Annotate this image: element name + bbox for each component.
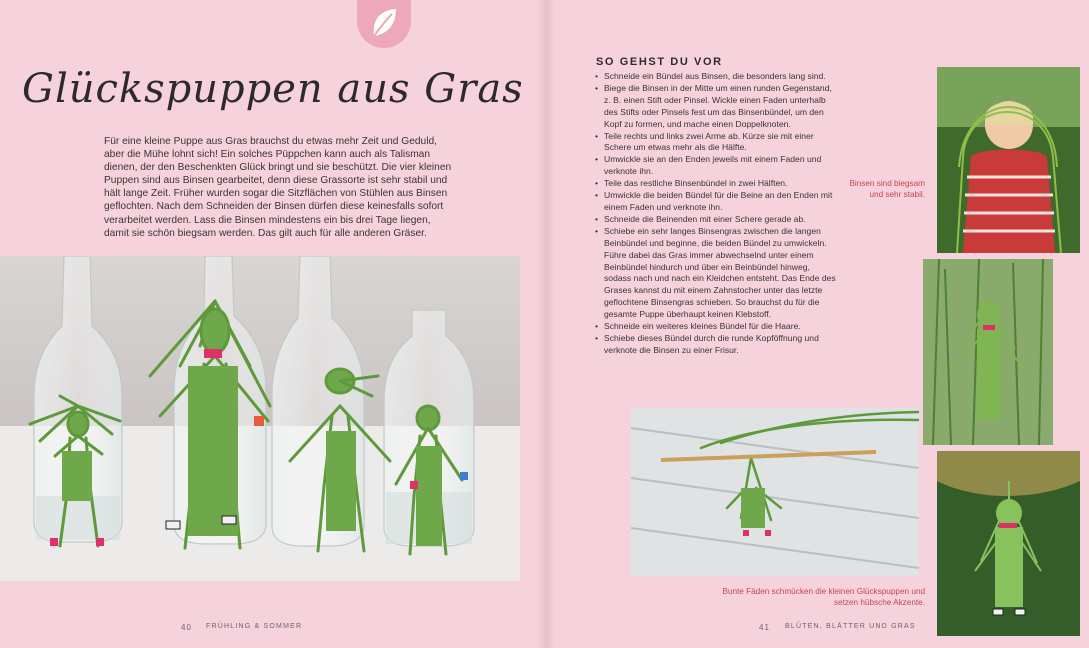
- caption-top: [820, 178, 925, 200]
- book-gutter: [536, 0, 556, 648]
- caption-top-line: und sehr stabil.: [869, 190, 925, 199]
- intro-paragraph: Für eine kleine Puppe aus Gras brauchst du etwas mehr Zeit und Geduld, aber die Mühe lohnt sich! Ein solches Püppchen kann auch als Talisman dienen, der den Beschenkten Glück bringt und sie beschützt. Die vier kleinen Puppen sind aus Binsen gearbeitet, denn diese Grassorte ist sehr stabil und hält lange Zeit. Früher wurden sogar die Sitzflächen von Stühlen aus Binsen geflochten. Nach dem Schneiden der Binsen dürfen diese keinesfalls sofort verarbeitet werden. Lass die Binsen mindestens ein bis drei Tage liegen, damit sie schön biegsam werden. Das gilt auch für alle anderen Gräser.: [104, 136, 452, 239]
- leaf-badge: [357, 0, 411, 48]
- step-item: • Schneide die Beinenden mit einer Schere gerade ab.: [604, 214, 836, 226]
- running-head-left: FRÜHLING & SOMMER: [206, 623, 303, 630]
- step-item: • Schneide ein Bündel aus Binsen, die besonders lang sind.: [604, 71, 836, 83]
- doll-on-wood-photo: [631, 408, 919, 576]
- caption-top-line: Binsen sind biegsam: [849, 179, 925, 188]
- doll-in-grass-photo: [923, 259, 1053, 445]
- running-head-right: BLÜTEN, BLÄTTER UND GRAS: [785, 623, 916, 630]
- step-item: • Biege die Binsen in der Mitte um einen runden Gegenstand, z. B. einen Stift oder Pinsel. Wickle einen Faden unterhalb des Stifts oder Pinsels fest um das Binsenbündel, um den Kopf zu formen, und mache einen Doppelknoten.: [604, 83, 836, 131]
- instructions-heading: SO GEHST DU VOR: [596, 56, 723, 68]
- child-with-grass-photo: [937, 67, 1080, 253]
- page-number-left: 40: [181, 623, 192, 632]
- step-item: • Schiebe ein sehr langes Binsengras zwischen die langen Beinbündel und beginne, die beiden Bündel zu umwickeln. Führe dabei das Gras immer abwechselnd unter einem Beinbündel hindurch und über ein Beinbündel hinweg, sodass nach und nach ein Kleidchen entsteht. Das Ende des Grases kannst du mit einem Zahnstocher unter das letzte geflochtene Binsengras schieben. So brauchst du für die gesamte Puppe überhaupt keinen Klebstoff.: [604, 226, 836, 321]
- page-number-right: 41: [759, 623, 770, 632]
- step-item: • Umwickle sie an den Enden jeweils mit einem Faden und verknote ihn.: [604, 154, 836, 178]
- grass-dolls-bottles-photo: [0, 256, 520, 581]
- step-item: • Teile rechts und links zwei Arme ab. Kürze sie mit einer Schere um etwas mehr als die Hälfte.: [604, 131, 836, 155]
- step-item: • Umwickle die beiden Bündel für die Beine an den Enden mit einem Faden und verknote ihn.: [604, 190, 836, 214]
- caption-bottom: [693, 586, 925, 608]
- leaf-icon: [370, 6, 398, 40]
- step-item: • Teile das restliche Binsenbündel in zwei Hälften.: [604, 178, 836, 190]
- step-item: • Schneide ein weiteres kleines Bündel für die Haare.: [604, 321, 836, 333]
- caption-bottom-line: Bunte Fäden schmücken die kleinen Glückspuppen und: [722, 587, 925, 596]
- instruction-steps: [594, 71, 836, 357]
- page-title: Glückspuppen aus Gras: [22, 66, 524, 112]
- step-item: • Schiebe dieses Bündel durch die runde Kopföffnung und verknote die Binsen zu einer Frisur.: [604, 333, 836, 357]
- caption-bottom-line: setzen hübsche Akzente.: [833, 598, 925, 607]
- doll-hanging-photo: [937, 451, 1080, 636]
